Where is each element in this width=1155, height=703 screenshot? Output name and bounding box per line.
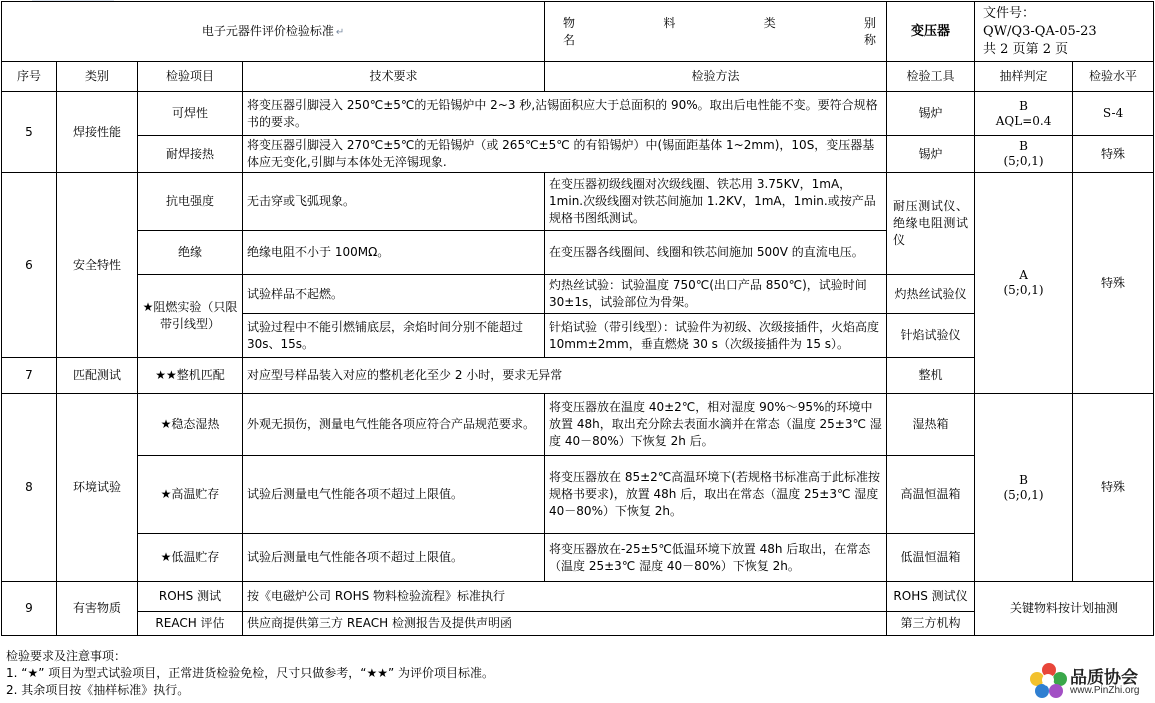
item-level: S-4 bbox=[1073, 92, 1154, 136]
item-requirement: 试验样品不起燃。 bbox=[243, 275, 545, 314]
item-level: 特殊 bbox=[1073, 173, 1154, 394]
material-label-char: 名 bbox=[563, 32, 576, 47]
flower-logo-icon bbox=[1030, 663, 1068, 699]
material-label-char: 称 bbox=[864, 32, 877, 47]
judge-grade: B bbox=[1019, 139, 1028, 153]
item-name: ★高温贮存 bbox=[138, 456, 243, 534]
item-name: 抗电强度 bbox=[138, 173, 243, 231]
item-tool: 低温恒温箱 bbox=[887, 534, 975, 582]
item-judge bbox=[975, 394, 1073, 582]
item-tool: 湿热箱 bbox=[887, 394, 975, 456]
item-method: 将变压器放在 85±2℃高温环境下(若规格书标准高于此标准按规格书要求)，放置 48h 后，取出在常态（温度 25±3℃ 湿度 40－80%）下恢复 2h。 bbox=[545, 456, 887, 534]
item-name: ROHS 测试 bbox=[138, 582, 243, 612]
notes-title: 检验要求及注意事项： bbox=[6, 649, 127, 663]
item-requirement: 按《电磁炉公司 ROHS 物料检验流程》标准执行 bbox=[243, 582, 887, 612]
item-tool: 高温恒温箱 bbox=[887, 456, 975, 534]
item-requirement: 试验后测量电气性能各项不超过上限值。 bbox=[243, 534, 545, 582]
col-header-category: 类别 bbox=[57, 62, 138, 92]
item-name: ★稳态湿热 bbox=[138, 394, 243, 456]
item-method: 灼热丝试验：试验温度 750℃(出口产品 850℃)，试验时间 30±1s，试验部位为骨架。 bbox=[545, 275, 887, 314]
item-level: 特殊 bbox=[1073, 136, 1154, 173]
item-method: 将变压器放在温度 40±2℃，相对湿度 90%～95%的环境中放置 48h，取出充分除去表面水滴并在常态（温度 25±3℃ 湿度 40－80%）下恢复 2h 后。 bbox=[545, 394, 887, 456]
item-requirement: 将变压器引脚浸入 250℃±5℃的无铅锡炉中 2~3 秒,沾锡面积应大于总面积的 90%。取出后电性能不变。要符合规格书的要求。 bbox=[243, 92, 887, 136]
item-method: 在变压器各线圈间、线圈和铁芯间施加 500V 的直流电压。 bbox=[545, 231, 887, 275]
material-category-label bbox=[545, 2, 887, 62]
item-name: 绝缘 bbox=[138, 231, 243, 275]
row-no: 8 bbox=[2, 394, 57, 582]
item-tool: 灼热丝试验仪 bbox=[887, 275, 975, 314]
notes-line-2: 2. 其余项目按《抽样标准》执行。 bbox=[6, 683, 190, 697]
item-tool: 第三方机构 bbox=[887, 612, 975, 636]
item-requirement: 无击穿或飞弧现象。 bbox=[243, 173, 545, 231]
judge-plan: (5;0,1) bbox=[1003, 487, 1044, 502]
material-label-char: 料 bbox=[663, 15, 676, 30]
row-category: 匹配测试 bbox=[57, 358, 138, 394]
row-category: 环境试验 bbox=[57, 394, 138, 582]
watermark-brand: 品质协会 bbox=[1070, 668, 1138, 688]
item-judge bbox=[975, 136, 1073, 173]
inspection-standard-table bbox=[1, 1, 1154, 636]
item-judge bbox=[975, 173, 1073, 394]
watermark-logo bbox=[1030, 661, 1155, 701]
table-row bbox=[2, 394, 1154, 456]
item-name: REACH 评估 bbox=[138, 612, 243, 636]
material-label-char: 别 bbox=[864, 15, 877, 30]
item-method: 在变压器初级线圈对次级线圈、铁芯用 3.75KV，1mA，1min.次级线圈对铁芯间施加 1.2KV，1mA，1min.或按产品规格书图纸测试。 bbox=[545, 173, 887, 231]
item-judge: 关键物料按计划抽测 bbox=[975, 582, 1154, 636]
material-label-char: 物 bbox=[563, 15, 576, 30]
item-tool: 耐压测试仪、绝缘电阻测试仪 bbox=[887, 173, 975, 275]
judge-aql: AQL=0.4 bbox=[995, 113, 1052, 128]
col-header-no: 序号 bbox=[2, 62, 57, 92]
header-row bbox=[2, 2, 1154, 62]
doc-no: QW/Q3-QA-05-23 bbox=[983, 23, 1097, 39]
row-no: 6 bbox=[2, 173, 57, 358]
judge-plan: (5;0,1) bbox=[1003, 154, 1044, 168]
item-tool: 整机 bbox=[887, 358, 975, 394]
item-method: 针焰试验（带引线型）：试验件为初级、次级接插件，火焰高度 10mm±2mm，垂直燃烧 30 s（次级接插件为 15 s）。 bbox=[545, 314, 887, 358]
material-value: 变压器 bbox=[887, 2, 975, 62]
item-name: ★阻燃实验（只限带引线型） bbox=[138, 275, 243, 358]
col-header-method: 检验方法 bbox=[545, 62, 887, 92]
item-name: 耐焊接热 bbox=[138, 136, 243, 173]
row-category: 焊接性能 bbox=[57, 92, 138, 173]
item-name: 可焊性 bbox=[138, 92, 243, 136]
table-row bbox=[2, 582, 1154, 612]
inspection-notes bbox=[6, 648, 906, 699]
item-requirement: 供应商提供第三方 REACH 检测报告及提供声明函 bbox=[243, 612, 887, 636]
item-method: 将变压器放在-25±5℃低温环境下放置 48h 后取出，在常态（温度 25±3℃ 湿度 40－80%）下恢复 2h。 bbox=[545, 534, 887, 582]
page-count: 共 2 页第 2 页 bbox=[983, 41, 1069, 57]
item-requirement: 外观无损伤，测量电气性能各项应符合产品规范要求。 bbox=[243, 394, 545, 456]
item-requirement: 试验过程中不能引燃铺底层，余焰时间分别不能超过 30s、15s。 bbox=[243, 314, 545, 358]
item-tool: 针焰试验仪 bbox=[887, 314, 975, 358]
notes-line-1: 1. “★” 项目为型式试验项目，正常进货检验免检，尺寸只做参考，“★★” 为评价项目标准。 bbox=[6, 666, 495, 680]
row-category: 安全特性 bbox=[57, 173, 138, 358]
row-no: 7 bbox=[2, 358, 57, 394]
row-no: 5 bbox=[2, 92, 57, 173]
item-requirement: 试验后测量电气性能各项不超过上限值。 bbox=[243, 456, 545, 534]
judge-plan: (5;0,1) bbox=[1003, 283, 1044, 297]
material-label-char: 类 bbox=[763, 15, 776, 30]
document-title: 电子元器件评价检验标准 bbox=[201, 23, 334, 38]
column-header-row bbox=[2, 62, 1154, 92]
item-tool: 锡炉 bbox=[887, 92, 975, 136]
judge-grade: B bbox=[1019, 472, 1028, 487]
col-header-level: 检验水平 bbox=[1073, 62, 1154, 92]
judge-grade: B bbox=[1019, 98, 1028, 113]
item-name: ★低温贮存 bbox=[138, 534, 243, 582]
col-header-tool: 检验工具 bbox=[887, 62, 975, 92]
paragraph-mark-icon: ↵ bbox=[335, 26, 345, 38]
table-row bbox=[2, 173, 1154, 231]
item-level: 特殊 bbox=[1073, 394, 1154, 582]
table-row bbox=[2, 136, 1154, 173]
watermark-url: www.PinZhi.org bbox=[1070, 685, 1140, 696]
item-requirement: 将变压器引脚浸入 270℃±5℃的无铅锡炉（或 265℃±5℃ 的有铅锡炉）中(锡面距基体 1~2mm)，10S，变压器基体应无变化,引脚与本体处无淬锡现象. bbox=[243, 136, 887, 173]
doc-no-label: 文件号： bbox=[983, 5, 1036, 21]
row-category: 有害物质 bbox=[57, 582, 138, 636]
item-tool: 锡炉 bbox=[887, 136, 975, 173]
item-judge bbox=[975, 92, 1073, 136]
judge-grade: A bbox=[1019, 268, 1028, 282]
col-header-item: 检验项目 bbox=[138, 62, 243, 92]
col-header-requirement: 技术要求 bbox=[243, 62, 545, 92]
table-row bbox=[2, 92, 1154, 136]
document-title-cell bbox=[2, 2, 545, 62]
item-tool: ROHS 测试仪 bbox=[887, 582, 975, 612]
item-requirement: 绝缘电阻不小于 100MΩ。 bbox=[243, 231, 545, 275]
item-requirement: 对应型号样品装入对应的整机老化至少 2 小时，要求无异常 bbox=[243, 358, 887, 394]
col-header-judge: 抽样判定 bbox=[975, 62, 1073, 92]
doc-info-cell bbox=[975, 2, 1154, 62]
item-name: ★★整机匹配 bbox=[138, 358, 243, 394]
row-no: 9 bbox=[2, 582, 57, 636]
